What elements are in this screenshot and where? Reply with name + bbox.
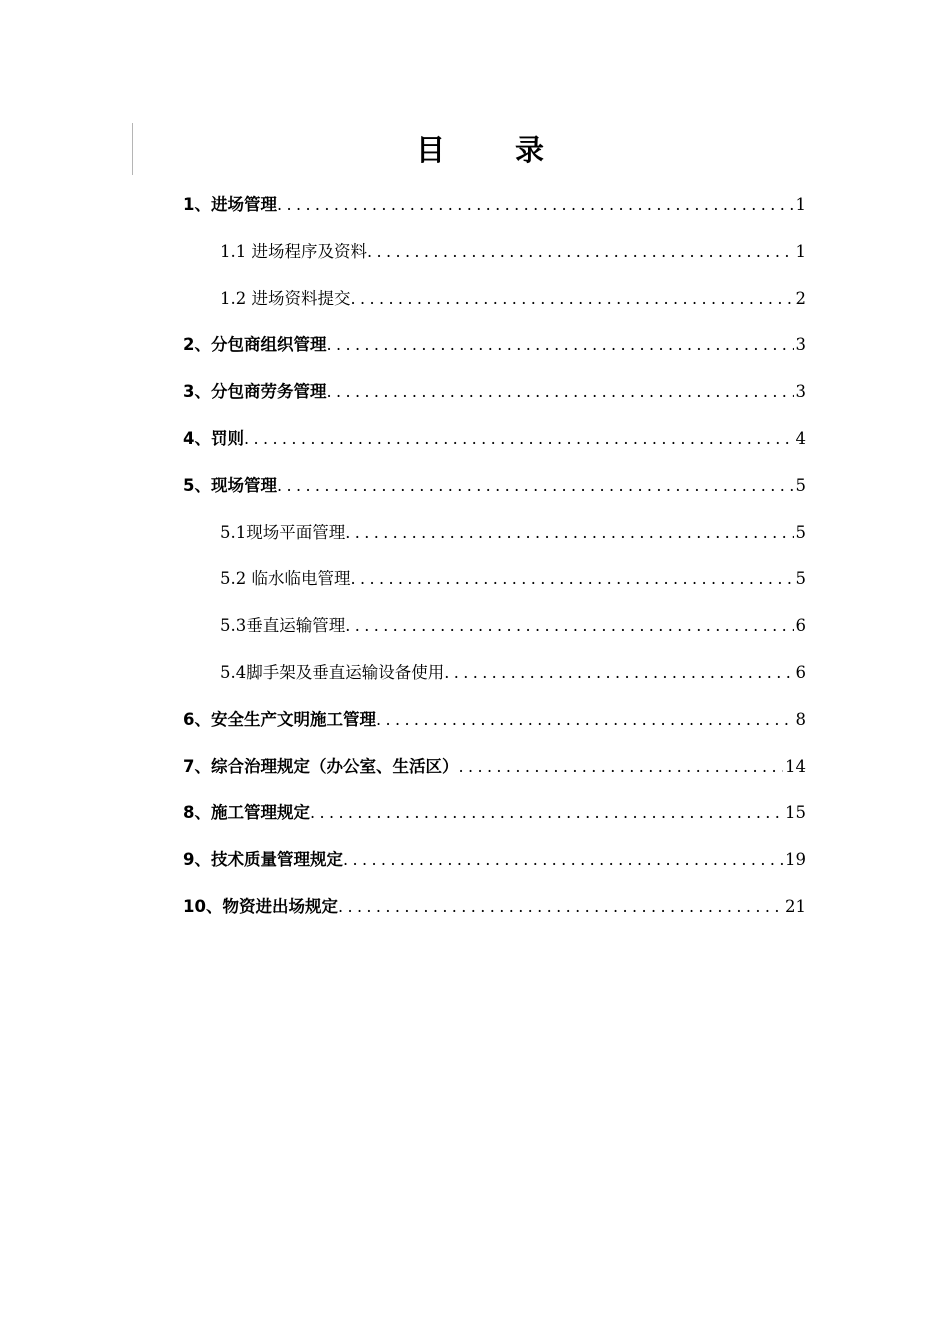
- toc-entry[interactable]: [220, 518, 806, 548]
- toc-entry-label: 1.2 进场资料提交: [220, 288, 351, 308]
- toc-entry-label: 1.1 进场程序及资料: [220, 241, 367, 261]
- toc-page-number: 1: [795, 241, 806, 261]
- toc-entry[interactable]: [183, 845, 806, 875]
- toc-dot-leader: [343, 845, 783, 875]
- toc-dot-leader: [376, 705, 794, 735]
- toc-page-number: 1: [795, 195, 806, 214]
- toc-entry[interactable]: [220, 237, 806, 267]
- toc-page-number: 6: [795, 663, 806, 682]
- toc-entry-label: 2、分包商组织管理: [183, 335, 327, 355]
- toc-entry[interactable]: [220, 564, 806, 594]
- toc-page-number: 15: [785, 803, 806, 823]
- toc-dot-leader: [326, 377, 793, 407]
- toc-page-number: 2: [795, 288, 806, 308]
- toc-page-number: 6: [795, 616, 806, 636]
- toc-dot-leader: [367, 237, 794, 267]
- toc-dot-leader: [310, 798, 783, 828]
- toc-page-number: 5: [795, 475, 806, 495]
- toc-page-number: 4: [795, 429, 806, 448]
- toc-entry-label: 3、分包商劳务管理: [183, 382, 327, 402]
- toc-entry-label: 8、施工管理规定: [183, 803, 310, 823]
- toc-entry-label: 10、物资进出场规定: [183, 897, 338, 916]
- toc-entry-label: 5.3垂直运输管理: [220, 616, 346, 636]
- toc-entry-label: 5.4脚手架及垂直运输设备使用: [220, 663, 445, 682]
- toc-dot-leader: [277, 471, 794, 501]
- toc-page-number: 5: [795, 569, 806, 589]
- toc-entry[interactable]: [183, 190, 806, 220]
- toc-entry-label: 5、现场管理: [183, 475, 277, 495]
- toc-entry[interactable]: [183, 892, 806, 922]
- toc-dot-leader: [345, 611, 793, 641]
- toc-entry[interactable]: [220, 658, 806, 688]
- toc-entry[interactable]: [183, 752, 806, 782]
- toc-entry[interactable]: [183, 330, 806, 360]
- toc-entry-label: 6、安全生产文明施工管理: [183, 709, 376, 729]
- toc-page-number: 14: [785, 756, 806, 776]
- toc-dot-leader: [351, 284, 794, 314]
- toc-entry[interactable]: [183, 705, 806, 735]
- toc-page-number: 8: [795, 709, 806, 729]
- toc-entry-label: 9、技术质量管理规定: [183, 850, 343, 870]
- toc-page-number: 5: [795, 522, 806, 542]
- toc-entry[interactable]: [183, 471, 806, 501]
- toc-page-number: 19: [785, 850, 806, 870]
- toc-entry[interactable]: [183, 424, 806, 454]
- toc-dot-leader: [351, 564, 794, 594]
- toc-dot-leader: [458, 752, 783, 782]
- toc-entry[interactable]: [183, 377, 806, 407]
- toc-dot-leader: [345, 518, 793, 548]
- toc-entry-label: 4、罚则: [183, 429, 244, 448]
- toc-page-number: 3: [795, 335, 806, 355]
- toc-entry-label: 5.1现场平面管理: [220, 522, 346, 542]
- toc-dot-leader: [277, 190, 794, 220]
- toc-entry-label: 7、综合治理规定（办公室、生活区）: [183, 756, 459, 776]
- toc-dot-leader: [338, 892, 783, 922]
- toc-dot-leader: [444, 658, 793, 688]
- toc-page-number: 3: [795, 382, 806, 402]
- toc-entry-label: 5.2 临水临电管理: [220, 569, 351, 589]
- toc-entry[interactable]: [220, 284, 806, 314]
- toc-entry[interactable]: [183, 798, 806, 828]
- toc-page-number: 21: [785, 897, 806, 916]
- toc-dot-leader: [326, 330, 793, 360]
- toc-entry[interactable]: [220, 611, 806, 641]
- toc-entry-label: 1、进场管理: [183, 195, 277, 214]
- page-title: 目 录: [415, 133, 575, 167]
- toc-dot-leader: [244, 424, 794, 454]
